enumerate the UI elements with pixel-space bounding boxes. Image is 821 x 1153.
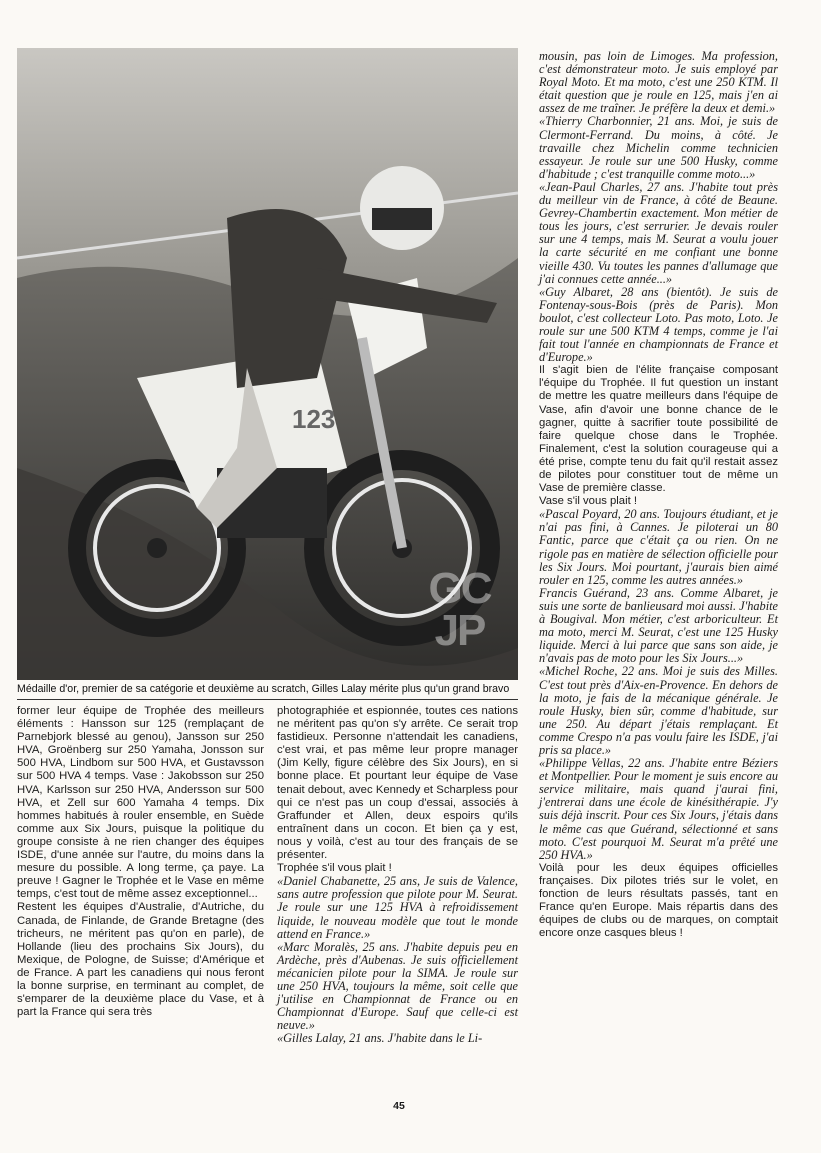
photo-caption: Médaille d'or, premier de sa catégorie et deuxième au scratch, Gilles Lalay mérite plus qu'un grand bravo <box>17 683 510 695</box>
interview-quote: «Thierry Charbonnier, 21 ans. Moi, je suis de Clermont-Ferrand. Du moins, à côté. Je travaille chez Michelin comme technicien essayeur. Je roule sur une 500 Husky, comme d'habitude ; c'est tranquille comme moto...» <box>539 114 778 181</box>
interview-quote: mousin, pas loin de Limoges. Ma profession, c'est démonstrateur moto. Je suis employé par Royal Moto. Et ma moto, c'est une 250 KTM. Il était question que je roule en 125, mais j'en ai assez de me traîner. Je préfère la deux et demi.» <box>539 49 778 116</box>
interview-quote: «Pascal Poyard, 20 ans. Toujours étudiant, et je n'ai pas fini, à Cannes. Je piloterai un 80 Fantic, parce que c'était ça ou rien. On ne rigole pas en matière de sélection officielle pour les Six Jours. Moi pourtant, j'aurais bien aimé rouler en 125, comme les autres années.» <box>539 507 778 587</box>
paragraph: Il s'agit bien de l'élite française composant l'équipe du Trophée. Il fut question un instant de mettre les quatre meilleurs dans l'équipe de Vase, afin d'avoir une bonne chance de le gagner, quitte à sacrifier toute possibilité de faire quelque chose dans le Trophée. Finalement, c'est la solution courageuse qui a été prise, compte tenu du fait qu'il restait assez de pilotes pour constituer tout de même un Vase de première classe. <box>539 364 778 495</box>
page-number: 45 <box>393 1100 405 1112</box>
article-column-right <box>539 50 778 1100</box>
paragraph: Restent les équipes d'Australie, d'Autriche, du Canada, de Finlande, de Grande Bretagne (des tricheurs, ne méritent pas qu'on en parle), de Hollande (lieu des prochains Six Jours), du Mexique, de Pologne, de Suisse; d'Amérique et de France. A part les canadiens qui nous feront la bonne surprise, en terminant au complet, de s'emparer de la deuxième place du Vase, et à part la France qui sera très <box>17 901 264 1019</box>
photo-watermark: GC JP <box>428 564 491 655</box>
paragraph: Trophée s'il vous plait ! <box>277 862 392 875</box>
svg-text:123: 123 <box>292 404 336 434</box>
interview-quote: «Michel Roche, 22 ans. Moi je suis des Milles. C'est tout près d'Aix-en-Provence. En dehors de la moto, je fais de la mécanique générale. Je roule Husky, bien sûr, comme d'habitude, sur une 250. Au départ j'étais remplaçant. Et comme Crespo n'a pas voulu faire les ISDE, j'ai pris sa place.» <box>539 664 778 757</box>
paragraph: photographiée et espionnée, toutes ces nations ne méritent pas qu'on s'y arrête. Ce serait trop fastidieux. Personne n'attendait les canadiens, c'est vrai, et pas même leur propre manager (Jim Kelly, figure célèbre des Six Jours), en si bonne place. Et pourtant leur équipe de Vase tenait debout, avec Kennedy et Scharpless pour qui ce n'est pas un coup d'essai, associés à Graffunder et Allen, deux espoirs qu'ils entraînent dans un cocon. Et bien ça y est, nous y voilà, c'est au tour des français de se présenter. <box>277 705 518 862</box>
article-column-left <box>17 705 264 1095</box>
interview-quote: «Marc Moralès, 25 ans. J'habite depuis peu en Ardèche, près d'Aubenas. Je suis officiellement mécanicien pilote pour la SIMA. Je roule sur une 250 HVA, toujours la même, soit celle que j'utilise en Championnat de France ou en Championnat d'Europe. Sauf que celle-ci est neuve.» <box>277 939 518 1033</box>
motocross-rider-photo <box>17 48 518 680</box>
interview-quote: «Jean-Paul Charles, 27 ans. J'habite tout près du meilleur vin de France, à côté de Beaune. Gevrey-Chambertin exactement. Mon métier de tous les jours, c'est serrurier. Je devais rouler sur une 4 temps, mais M. Seurat a voulu jouer la carte sécurité en me confiant une bonne vieille 430. Vu toutes les pannes d'allumage que j'ai connues cette année...» <box>539 179 778 286</box>
interview-quote: «Philippe Vellas, 22 ans. J'habite entre Béziers et Montpellier. Pour le moment je suis encore au service militaire, mais quand j'aurai fini, j'entrerai dans une école de kinésithérapie. J'y suis déjà inscrit. Pour ces Six Jours, j'étais dans le même cas que Guérand, sélectionné et sans moto. C'est pourquoi M. Seurat m'a prêté une 250 HVA.» <box>539 756 778 862</box>
paragraph: former leur équipe de Trophée des meilleurs éléments : Hansson sur 125 (remplaçant de Parnebjork blessé au genou), Jansson sur 250 HVA, Groënberg sur 250 Yamaha, Jonsson sur 500 HVA, Lindbom sur 500 HVA, et Gustavsson sur 500 HVA 4 temps. Vase : Jakobsson sur 250 HVA, Karlsson sur 250 HVA, Andersson sur 500 HVA, et Zell sur 600 Yamaha 4 temps. Dix hommes habitués à rouler ensemble, en Suède comme aux Six Jours, puisque la politique du groupe consiste à ne rien changer des équipes ISDE, d'une année sur l'autre, du moins dans la mesure du possible. A long terme, ça paye. La preuve ! Gagner le Trophée et le Vase en même temps, c'est tout de même assez exceptionnel... <box>17 705 264 901</box>
interview-quote: Francis Guérand, 23 ans. Comme Albaret, je suis une sorte de banlieusard moi aussi. J'habite à Bougival. Mon métier, c'est arboriculteur. Et ma moto, merci M. Seurat, c'est une 125 Husky liquide. Merci à lui parce que sans son aide, je n'avais pas de moto pour les Six Jours...» <box>539 585 778 666</box>
interview-quote: «Daniel Chabanette, 25 ans, Je suis de Valence, sans autre profession que pilote pour M. Seurat. Je roule sur une 125 HVA à refroidissement liquide, le nouveau modèle que tout le monde attend en France.» <box>277 874 518 941</box>
paragraph: Voilà pour les deux équipes officielles françaises. Dix pilotes triés sur le volet, en fonction de leurs résultats passés, tant en France qu'en Europe. Mais répartis dans des équipes de clubs ou de marques, on comptait encore onze casques bleus ! <box>539 861 778 940</box>
caption-divider <box>17 699 518 700</box>
article-column-middle <box>277 705 518 1095</box>
interview-quote: «Gilles Lalay, 21 ans. J'habite dans le Li- <box>277 1031 483 1046</box>
paragraph: Vase s'il vous plait ! <box>539 495 638 508</box>
interview-quote: «Guy Albaret, 28 ans (bientôt). Je suis de Fontenay-sous-Bois (près de Paris). Mon boulot, c'est collecteur Loto. Pas moto, Loto. Je roule sur une 500 KTM 4 temps, comme je l'ai fait tout l'année en championnats de France et d'Europe.» <box>539 284 778 365</box>
